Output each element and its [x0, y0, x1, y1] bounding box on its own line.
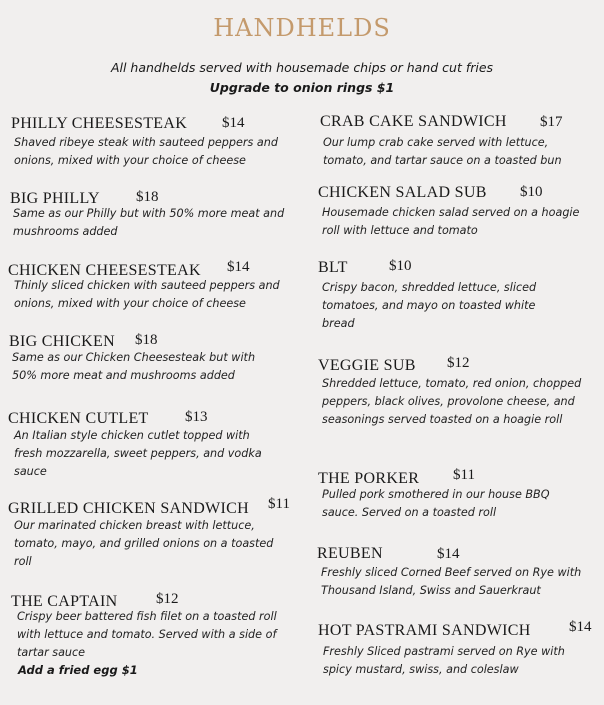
item-name: BIG PHILLY	[10, 190, 100, 207]
item-price: $10	[520, 184, 543, 200]
item-description: Same as our Philly but with 50% more meat and mushrooms added	[13, 207, 285, 238]
item-name: CRAB CAKE SANDWICH	[320, 113, 507, 130]
item-name: REUBEN	[317, 545, 383, 562]
item-price: $18	[136, 189, 159, 205]
item-description: Freshly Sliced pastrami served on Rye with spicy mustard, swiss, and coleslaw	[323, 645, 565, 676]
item-name: CHICKEN CUTLET	[8, 410, 149, 427]
item-description: Crispy beer battered fish filet on a toasted roll with lettuce and tomato. Served with a side of tartar sauce	[17, 610, 277, 659]
item-price: $11	[268, 496, 290, 512]
item-name: CHICKEN SALAD SUB	[318, 184, 487, 201]
item-name: GRILLED CHICKEN SANDWICH	[8, 500, 249, 517]
item-price: $13	[185, 409, 208, 425]
item-description: Our lump crab cake served with lettuce, tomato, and tartar sauce on a toasted bun	[323, 136, 562, 167]
item-price: $12	[156, 591, 179, 607]
item-name: THE CAPTAIN	[11, 593, 118, 610]
item-name: BIG CHICKEN	[9, 333, 115, 350]
item-description: Our marinated chicken breast with lettuce, tomato, mayo, and grilled onions on a toasted roll	[14, 519, 274, 568]
item-name: VEGGIE SUB	[318, 357, 416, 374]
intro-line: All handhelds served with housemade chips or hand cut fries	[110, 60, 494, 75]
item-price: $14	[222, 115, 245, 131]
item-price: $14	[437, 546, 460, 562]
item-name: CHICKEN CHEESESTEAK	[8, 262, 201, 279]
item-name: PHILLY CHEESESTEAK	[11, 115, 188, 132]
item-price: $11	[453, 467, 475, 483]
item-name: THE PORKER	[318, 470, 420, 487]
item-description: An Italian style chicken cutlet topped with fresh mozzarella, sweet peppers, and vodka sauce	[14, 429, 262, 478]
item-price: $10	[389, 258, 412, 274]
item-description: Crispy bacon, shredded lettuce, sliced tomatoes, and mayo on toasted white bread	[322, 281, 537, 330]
item-description: Shaved ribeye steak with sauteed peppers and onions, mixed with your choice of cheese	[14, 136, 278, 167]
item-price: $14	[227, 259, 250, 275]
item-name: HOT PASTRAMI SANDWICH	[318, 622, 531, 639]
addon-note: Add a fried egg $1	[18, 663, 138, 677]
item-description: Shredded lettuce, tomato, red onion, chopped peppers, black olives, provolone cheese, and seasonings served toasted on a hoagie roll	[322, 377, 582, 426]
page-title: HANDHELDS	[213, 14, 391, 42]
item-price: $14	[569, 619, 592, 635]
item-price: $17	[540, 114, 563, 130]
item-description: Thinly sliced chicken with sauteed peppers and onions, mixed with your choice of cheese	[14, 279, 280, 310]
item-description: Pulled pork smothered in our house BBQ sauce. Served on a toasted roll	[322, 488, 550, 519]
item-description: Same as our Chicken Cheesesteak but with 50% more meat and mushrooms added	[12, 351, 256, 382]
item-description: Housemade chicken salad served on a hoagie roll with lettuce and tomato	[322, 206, 580, 237]
item-price: $18	[135, 332, 158, 348]
upgrade-note: Upgrade to onion rings $1	[209, 80, 395, 95]
item-price: $12	[447, 355, 470, 371]
item-name: BLT	[318, 259, 348, 276]
item-description: Freshly sliced Corned Beef served on Rye with Thousand Island, Swiss and Sauerkraut	[321, 566, 582, 597]
